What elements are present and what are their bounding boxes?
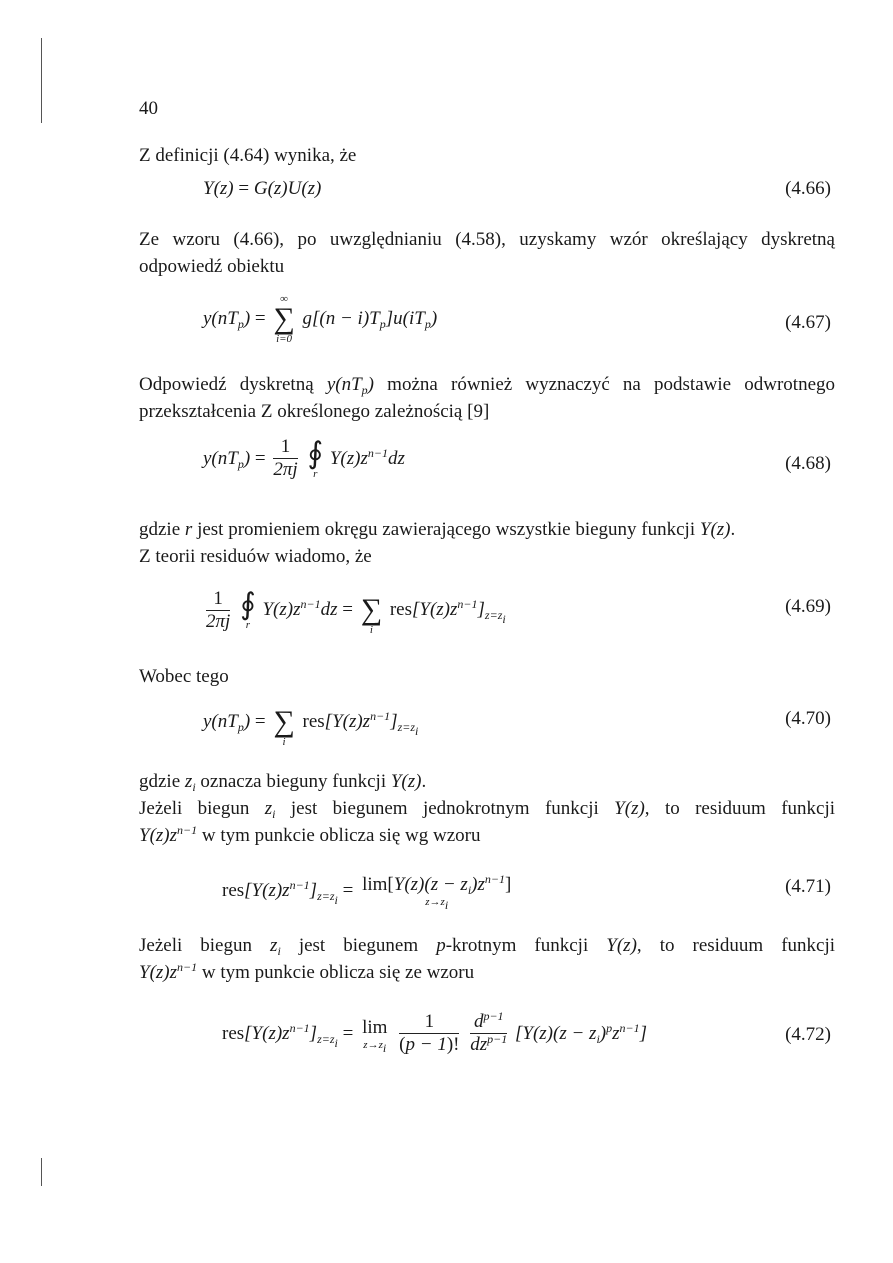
equation-4-72: $res[Y(z)z^{n-1}]_{z=z_i}$ = lim $z\to z_i$ $\frac{1}{(p - 1)!}$ $\frac{d^{p-1}}{dz^{p-1}}$ $[Y(z)(z - z_i)^pz^{n-1}]$ xyxy=(222,1009,648,1055)
equation-number-4-72: (4.72) xyxy=(785,1024,831,1045)
sum-operator: ∞ ∑ i=0 xyxy=(273,293,295,345)
paragraph-discrete-response: Ze wzoru (4.66), po uwzględnianiu (4.58), uzyskamy wzór określający dyskretną odpowiedź obiektu xyxy=(139,229,835,277)
paragraph-simple-pole: gdzie $z_i$ oznacza bieguny funkcji Y(z). Jeżeli biegun $z_i$ jest biegunem jednokrotnym funkcji Y(z), to residuum funkcji $Y(z)z^{n-1}$ w tym punkcie oblicza się wg wzoru xyxy=(139,771,836,846)
equation-4-69: $\frac{1}{2\pi j}$ ∮ r $Y(z)z^{n-1}dz$ = ∑ i $res[Y(z)z^{n-1}]_{z=z_i}$ xyxy=(203,584,506,636)
contour-integral: ∮ r xyxy=(240,588,256,631)
fraction: $\frac{d^{p-1}}{dz^{p-1}}$ xyxy=(470,1009,508,1055)
paragraph-residues-intro: gdzie r jest promieniem okręgu zawierającego wszystkie bieguny funkcji Y(z). Z teorii residuów wiadomo, że xyxy=(139,519,736,567)
fraction: $\frac{1}{2\pi j}$ xyxy=(273,436,298,480)
paragraph-definition: Z definicji (4.64) wynika, że xyxy=(139,145,357,166)
limit-operator: $\lim[Y(z)(z - z_i)z^{n-1}]$ $z\to z_i$ xyxy=(362,872,512,912)
equation-number-4-69: (4.69) xyxy=(785,596,831,617)
equation-4-68: $y(nT_p)$ = $\frac{1}{2\pi j}$ ∮ r $Y(z)z^{n-1}dz$ xyxy=(203,436,405,480)
sum-operator: ∑ i xyxy=(273,705,295,748)
page-edge-line-top xyxy=(41,38,42,123)
contour-integral: ∮ r xyxy=(307,436,324,480)
equation-4-67: $y(nT_p)$ = ∞ ∑ i=0 $g[(n - i)T_p]u(iT_p)$ xyxy=(203,293,438,345)
fraction: $\frac{1}{2\pi j}$ xyxy=(206,587,231,632)
fraction: $\frac{1}{(p - 1)!}$ xyxy=(399,1011,460,1055)
paragraph-inverse-z: Odpowiedź dyskretną $y(nT_p)$ można również wyznaczyć na podstawie odwrotnego przekształcenia Z określonego zależnością [9] xyxy=(139,374,836,422)
paragraph-therefore: Wobec tego xyxy=(139,666,229,687)
equation-number-4-66: (4.66) xyxy=(785,178,831,199)
limit-operator: lim $z\to z_i$ xyxy=(362,1016,388,1055)
equation-4-70: $y(nT_p)$ = ∑ i $res[Y(z)z^{n-1}]_{z=z_i}$ xyxy=(203,696,418,748)
equation-4-66: Y(z) = G(z)U(z) xyxy=(203,178,322,199)
equation-number-4-71: (4.71) xyxy=(785,876,831,897)
equation-4-71: $res[Y(z)z^{n-1}]_{z=z_i}$ = $\lim[Y(z)(z - z_i)z^{n-1}]$ $z\to z_i$ xyxy=(222,872,512,912)
equation-number-4-70: (4.70) xyxy=(785,708,831,729)
sum-operator: ∑ i xyxy=(360,593,383,636)
page-number: 40 xyxy=(139,98,158,119)
equation-number-4-68: (4.68) xyxy=(785,453,831,474)
equation-number-4-67: (4.67) xyxy=(785,312,831,333)
paragraph-multiple-pole: Jeżeli biegun $z_i$ jest biegunem p-krotnym funkcji Y(z), to residuum funkcji $Y(z)z^{n-1}$ w tym punkcie oblicza się ze wzoru xyxy=(139,935,836,983)
page-edge-line-bottom xyxy=(41,1158,42,1186)
